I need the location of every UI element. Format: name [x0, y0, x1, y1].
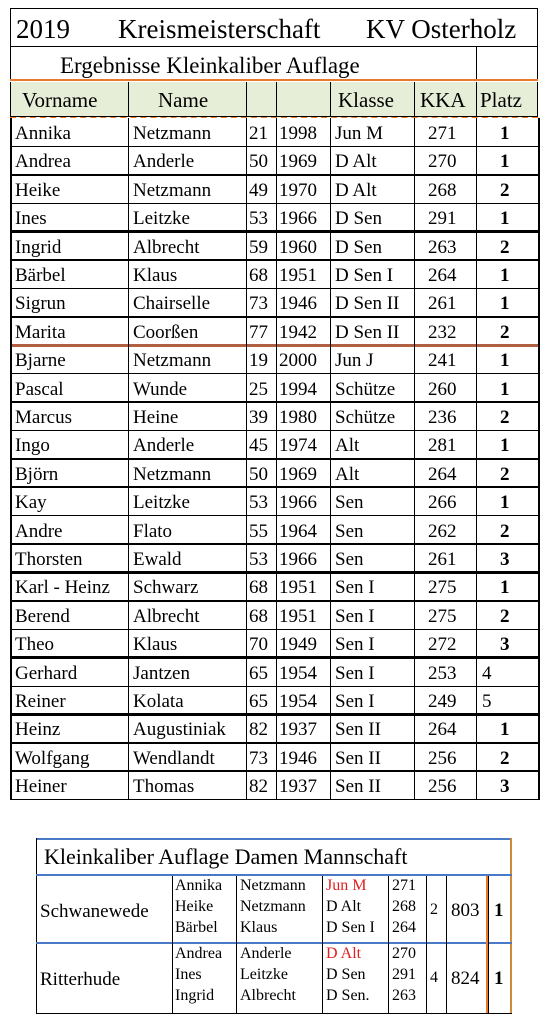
cell-year: 1980	[279, 407, 317, 428]
cell-kka: 275	[428, 605, 457, 627]
cell-age: 25	[249, 378, 268, 400]
cell-vorname: Annika	[15, 123, 71, 144]
cell-vorname: Heiner	[15, 776, 67, 798]
cell-kka: 260	[428, 378, 457, 400]
team-column-divider	[446, 876, 447, 1013]
cell-name: Klaus	[133, 634, 178, 656]
member-last: Klaus	[240, 919, 278, 936]
cell-age: 65	[249, 691, 268, 712]
team-column-divider	[236, 876, 237, 1013]
cell-klasse: Sen	[335, 492, 364, 514]
cell-kka: 291	[428, 208, 457, 230]
header-platz: Platz	[480, 88, 522, 112]
header-divider	[476, 82, 477, 116]
cell-platz: 4	[482, 662, 492, 684]
cell-klasse: Jun M	[335, 123, 384, 144]
cell-year: 1964	[279, 520, 317, 542]
header-name: Name	[158, 88, 209, 112]
cell-age: 73	[249, 747, 268, 769]
cell-name: Jantzen	[133, 662, 190, 684]
cell-vorname: Pascal	[15, 378, 64, 400]
member-last: Albrecht	[240, 987, 296, 1004]
cell-age: 68	[249, 605, 268, 627]
cell-platz: 1	[500, 151, 510, 173]
team-column-divider	[488, 876, 489, 1013]
cell-platz: 1	[500, 350, 510, 372]
cell-year: 1946	[279, 293, 317, 315]
column-divider	[538, 118, 540, 800]
column-divider	[246, 118, 247, 800]
team-column-divider	[322, 876, 323, 1013]
cell-age: 55	[249, 520, 268, 542]
member-score: 271	[392, 877, 416, 894]
cell-vorname: Ingrid	[15, 236, 62, 258]
cell-platz: 1	[500, 577, 510, 599]
cell-kka: 263	[428, 236, 457, 258]
cell-vorname: Karl - Heinz	[15, 577, 110, 599]
member-class: Jun M	[326, 877, 367, 894]
member-score: 263	[392, 987, 416, 1004]
member-class: D Alt	[326, 898, 362, 915]
header-divider	[128, 82, 129, 116]
member-class: D Sen	[326, 966, 366, 983]
cell-age: 49	[249, 179, 268, 201]
member-last: Netzmann	[240, 898, 306, 915]
cell-vorname: Kay	[15, 492, 47, 514]
cell-kka: 266	[428, 492, 457, 514]
row-divider	[10, 799, 538, 801]
cell-age: 53	[249, 208, 268, 230]
cell-klasse: Sen	[335, 520, 364, 542]
cell-age: 19	[249, 350, 268, 372]
cell-kka: 270	[428, 151, 457, 173]
row-divider	[10, 174, 538, 177]
header-vorname: Vorname	[22, 88, 98, 112]
member-first: Ines	[175, 966, 202, 983]
subtitle: Ergebnisse Kleinkaliber Auflage	[60, 53, 360, 78]
team-club: Ritterhude	[40, 969, 121, 990]
header-divider	[276, 82, 277, 116]
member-score: 268	[392, 898, 416, 915]
cell-age: 45	[249, 435, 268, 457]
member-class: D Sen.	[326, 987, 370, 1004]
cell-vorname: Bjarne	[15, 350, 66, 372]
row-divider	[10, 571, 538, 574]
cell-year: 1998	[279, 123, 317, 144]
member-first: Ingrid	[175, 987, 215, 1004]
team-column-divider	[388, 876, 389, 1013]
cell-age: 68	[249, 265, 268, 286]
cell-platz: 3	[500, 776, 510, 798]
team-place: 1	[494, 968, 504, 989]
team-total: 824	[451, 968, 480, 989]
row-divider	[10, 259, 538, 262]
cell-kka: 249	[428, 691, 457, 712]
row-divider	[10, 373, 538, 374]
cell-vorname: Bärbel	[15, 265, 66, 286]
cell-age: 70	[249, 634, 268, 656]
cell-name: Augustiniak	[133, 719, 226, 741]
cell-year: 1970	[279, 179, 317, 201]
header-divider	[414, 82, 415, 116]
cell-vorname: Andrea	[15, 151, 71, 173]
row-divider	[10, 770, 538, 773]
cell-age: 68	[249, 577, 268, 599]
cell-klasse: Sen II	[335, 776, 381, 798]
cell-platz: 1	[500, 378, 510, 400]
cell-platz: 1	[500, 265, 510, 286]
cell-name: Netzmann	[133, 179, 212, 201]
cell-age: 53	[249, 549, 268, 570]
cell-klasse: Sen II	[335, 747, 381, 769]
cell-kka: 232	[428, 321, 457, 343]
cell-vorname: Heinz	[15, 719, 61, 741]
cell-vorname: Ingo	[15, 435, 50, 457]
cell-name: Anderle	[133, 435, 195, 457]
cell-name: Thomas	[133, 776, 195, 798]
cell-kka: 271	[428, 123, 457, 144]
member-class: D Sen I	[326, 919, 375, 936]
cell-kka: 236	[428, 407, 457, 428]
cell-vorname: Theo	[15, 634, 55, 656]
team-top-line	[36, 838, 512, 840]
cell-klasse: D Sen	[335, 208, 382, 230]
cell-platz: 2	[500, 236, 510, 258]
cell-platz: 3	[500, 634, 510, 656]
cell-name: Leitzke	[133, 208, 190, 230]
column-divider	[414, 118, 415, 800]
cell-kka: 253	[428, 662, 457, 684]
cell-year: 1966	[279, 208, 317, 230]
member-first: Annika	[175, 877, 223, 894]
cell-klasse: Alt	[335, 435, 360, 457]
member-score: 264	[392, 919, 416, 936]
cell-year: 2000	[279, 350, 317, 372]
cell-name: Ewald	[133, 549, 182, 570]
cell-kka: 275	[428, 577, 457, 599]
cell-platz: 1	[500, 435, 510, 457]
cell-klasse: Schütze	[335, 378, 396, 400]
title-year: 2019	[16, 14, 70, 44]
row-divider	[10, 458, 538, 461]
cell-platz: 2	[500, 321, 510, 343]
team-place: 1	[494, 900, 504, 921]
cell-name: Anderle	[133, 151, 195, 173]
team-count: 4	[430, 969, 438, 986]
team-club: Schwanewede	[40, 901, 149, 922]
cell-platz: 2	[500, 463, 510, 485]
cell-year: 1951	[279, 577, 317, 599]
cell-kka: 256	[428, 747, 457, 769]
cell-age: 21	[249, 123, 268, 144]
cell-name: Netzmann	[133, 463, 212, 485]
cell-platz: 3	[500, 549, 510, 570]
cell-klasse: Sen I	[335, 577, 375, 599]
cell-klasse: Sen I	[335, 662, 375, 684]
member-class: D Alt	[326, 945, 362, 962]
member-first: Andrea	[175, 945, 223, 962]
row-divider	[10, 203, 538, 204]
row-divider	[10, 629, 538, 630]
member-last: Leitzke	[240, 966, 288, 983]
cell-klasse: D Sen II	[335, 321, 400, 343]
cell-name: Coorßen	[133, 321, 199, 343]
cell-kka: 261	[428, 293, 457, 315]
cell-klasse: Jun J	[335, 350, 374, 372]
member-score: 270	[392, 945, 416, 962]
cell-name: Netzmann	[133, 350, 212, 372]
cell-klasse: Sen	[335, 549, 364, 570]
row-divider	[10, 656, 538, 659]
cell-year: 1949	[279, 634, 317, 656]
cell-kka: 241	[428, 350, 457, 372]
title-kv: KV Osterholz	[366, 14, 517, 44]
column-divider	[330, 118, 331, 800]
cell-name: Chairselle	[133, 293, 211, 315]
column-divider	[276, 118, 277, 800]
member-last: Anderle	[240, 945, 292, 962]
cell-name: Heine	[133, 407, 179, 428]
body-top-line	[10, 116, 538, 117]
team-header-line	[36, 874, 512, 876]
cell-year: 1951	[279, 265, 317, 286]
team-column-divider	[172, 876, 173, 1013]
cell-klasse: D Alt	[335, 151, 377, 173]
column-divider	[10, 118, 12, 800]
cell-year: 1974	[279, 435, 317, 457]
cell-year: 1951	[279, 605, 317, 627]
cell-platz: 1	[500, 208, 510, 230]
cell-kka: 272	[428, 634, 457, 656]
cell-name: Flato	[133, 520, 173, 542]
cell-year: 1954	[279, 691, 317, 712]
team-bottom-line	[36, 1013, 512, 1014]
cell-platz: 2	[500, 520, 510, 542]
cell-age: 39	[249, 407, 268, 428]
cell-age: 53	[249, 492, 268, 514]
cell-platz: 2	[500, 179, 510, 201]
cell-vorname: Berend	[15, 605, 70, 627]
cell-year: 1946	[279, 747, 317, 769]
team-left-border	[36, 838, 37, 1014]
cell-name: Leitzke	[133, 492, 190, 514]
team-mid-line	[36, 942, 512, 944]
row-divider	[10, 288, 538, 289]
cell-year: 1954	[279, 662, 317, 684]
row-divider	[10, 600, 538, 603]
cell-name: Schwarz	[133, 577, 199, 599]
cell-platz: 5	[482, 691, 492, 712]
cell-klasse: D Alt	[335, 179, 377, 201]
team-right-border	[510, 838, 512, 1014]
column-divider	[476, 118, 477, 800]
row-divider	[10, 543, 538, 546]
cell-klasse: D Sen I	[335, 265, 394, 286]
cell-platz: 1	[500, 293, 510, 315]
cell-name: Klaus	[133, 265, 178, 286]
row-divider	[10, 316, 538, 319]
cell-kka: 281	[428, 435, 457, 457]
cell-platz: 1	[500, 123, 510, 144]
cell-year: 1960	[279, 236, 317, 258]
cell-klasse: Sen I	[335, 634, 375, 656]
title-main: Kreismeisterschaft	[118, 14, 321, 44]
cell-klasse: Sen II	[335, 719, 381, 741]
cell-age: 50	[249, 463, 268, 485]
cell-year: 1966	[279, 492, 317, 514]
cell-age: 59	[249, 236, 268, 258]
cell-vorname: Reiner	[15, 691, 66, 712]
cell-vorname: Björn	[15, 463, 59, 485]
cell-vorname: Marcus	[15, 407, 72, 428]
cell-age: 50	[249, 151, 268, 173]
team-column-divider	[426, 876, 427, 1013]
cell-year: 1969	[279, 151, 317, 173]
cell-platz: 1	[500, 492, 510, 514]
cell-year: 1969	[279, 463, 317, 485]
header-divider	[330, 82, 331, 116]
member-last: Netzmann	[240, 877, 306, 894]
row-divider	[10, 146, 538, 147]
cell-name: Albrecht	[133, 605, 200, 627]
cell-vorname: Andre	[15, 520, 63, 542]
cell-kka: 264	[428, 463, 457, 485]
cell-kka: 264	[428, 265, 457, 286]
row-divider	[10, 344, 538, 347]
cell-klasse: Schütze	[335, 407, 396, 428]
cell-age: 82	[249, 719, 268, 741]
cell-vorname: Heike	[15, 179, 61, 201]
cell-vorname: Thorsten	[15, 549, 83, 570]
cell-platz: 1	[500, 719, 510, 741]
cell-name: Netzmann	[133, 123, 212, 144]
cell-age: 77	[249, 321, 268, 343]
header-divider	[246, 82, 247, 116]
cell-kka: 262	[428, 520, 457, 542]
cell-vorname: Gerhard	[15, 662, 78, 684]
cell-platz: 2	[500, 407, 510, 428]
team-title: Kleinkaliber Auflage Damen Mannschaft	[44, 844, 408, 869]
cell-name: Albrecht	[133, 236, 200, 258]
cell-year: 1937	[279, 719, 317, 741]
row-divider	[10, 230, 538, 233]
cell-year: 1994	[279, 378, 317, 400]
cell-vorname: Marita	[15, 321, 66, 343]
cell-age: 65	[249, 662, 268, 684]
member-first: Bärbel	[175, 919, 218, 936]
row-divider	[10, 713, 538, 716]
row-divider	[10, 515, 538, 516]
member-first: Heike	[175, 898, 214, 915]
cell-klasse: Sen I	[335, 691, 375, 712]
row-divider	[10, 401, 538, 404]
team-total: 803	[451, 900, 480, 921]
cell-age: 73	[249, 293, 268, 315]
cell-klasse: Alt	[335, 463, 360, 485]
cell-name: Wunde	[133, 378, 188, 400]
cell-year: 1942	[279, 321, 317, 343]
cell-kka: 268	[428, 179, 457, 201]
member-score: 291	[392, 966, 416, 983]
cell-klasse: D Sen	[335, 236, 382, 258]
cell-vorname: Wolfgang	[15, 747, 90, 769]
cell-year: 1966	[279, 549, 317, 570]
column-divider	[128, 118, 129, 800]
row-divider	[10, 686, 538, 687]
row-divider	[10, 430, 538, 431]
cell-vorname: Ines	[15, 208, 47, 230]
team-orange-divider	[486, 876, 488, 1013]
cell-kka: 264	[428, 719, 457, 741]
cell-kka: 261	[428, 549, 457, 570]
row-divider	[10, 486, 538, 489]
cell-platz: 2	[500, 747, 510, 769]
cell-klasse: Sen I	[335, 605, 375, 627]
cell-vorname: Sigrun	[15, 293, 66, 315]
cell-platz: 2	[500, 605, 510, 627]
cell-year: 1937	[279, 776, 317, 798]
cell-klasse: D Sen II	[335, 293, 400, 315]
cell-kka: 256	[428, 776, 457, 798]
team-count: 2	[430, 901, 438, 918]
cell-name: Kolata	[133, 691, 184, 712]
header-klasse: Klasse	[338, 88, 394, 112]
header-kka: KKA	[420, 88, 466, 112]
cell-age: 82	[249, 776, 268, 798]
cell-name: Wendlandt	[133, 747, 215, 769]
row-divider	[10, 742, 538, 745]
